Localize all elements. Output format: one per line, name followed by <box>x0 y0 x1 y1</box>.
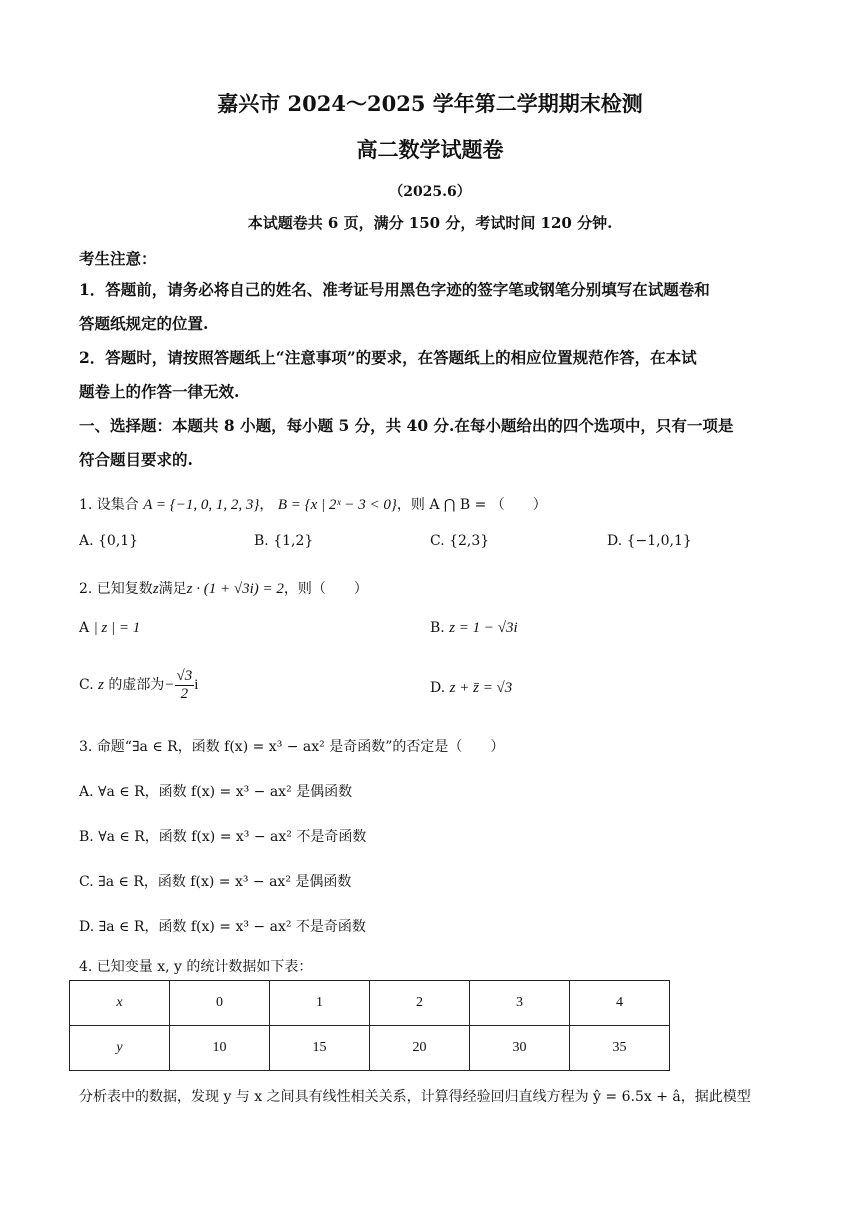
exam-title: 嘉兴市 2024～2025 学年第二学期期末检测 <box>217 91 643 116</box>
exam-summary: 本试题卷共 6 页，满分 150 分，考试时间 120 分钟. <box>247 214 613 232</box>
q2-option-a-label: A <box>79 620 90 636</box>
q1-prefix: 1. 设集合 <box>79 497 139 513</box>
q3-option-a: A. ∀a ∈ R，函数 f(x) = x³ − ax² 是偶函数 <box>79 784 353 800</box>
q2-z: z <box>152 581 159 597</box>
table-cell: 15 <box>270 1026 370 1071</box>
q2-option-a-expr: | z | = 1 <box>93 620 141 636</box>
q2-option-c-text: 的虚部为 <box>108 677 165 693</box>
q2-option-c-minus: − <box>164 677 175 693</box>
question-4: 4. 已知变量 x, y 的统计数据如下表： <box>79 959 313 975</box>
notice-item-1-line-2: 答题纸规定的位置. <box>79 314 209 333</box>
q2-option-b-label: B. <box>430 620 445 636</box>
table-cell: 35 <box>570 1026 670 1071</box>
table-cell: 10 <box>170 1026 270 1071</box>
table-cell: 3 <box>470 981 570 1026</box>
table-row <box>70 981 670 1026</box>
q1-option-b: B. {1,2} <box>254 533 314 549</box>
q1-separator: ， <box>259 497 274 513</box>
q2-ask: ，则（ ） <box>283 581 368 597</box>
q2-option-c-z: z <box>98 677 104 693</box>
q1-option-d: D. {−1,0,1} <box>607 533 692 549</box>
table-cell: 0 <box>170 981 270 1026</box>
q2-cond-text: 满足 <box>158 581 187 597</box>
q2-option-b <box>430 620 518 637</box>
question-1 <box>79 494 547 514</box>
q3-option-c: C. ∃a ∈ R，函数 f(x) = x³ − ax² 是偶函数 <box>79 874 352 890</box>
exam-date: （2025.6） <box>389 184 471 200</box>
q2-option-c-numerator: √3 <box>176 668 193 684</box>
q2-option-d-label: D. <box>430 680 446 696</box>
table-cell: 2 <box>370 981 470 1026</box>
q1-option-c: C. {2,3} <box>430 533 490 549</box>
q1-set-b: B = {x | 2ˣ − 3 < 0} <box>277 497 397 513</box>
q2-option-a <box>79 620 140 637</box>
section-heading-line-1: 一、选择题：本题共 8 小题，每小题 5 分，共 40 分.在每小题给出的四个选项中，只有一项是 <box>79 416 734 435</box>
q3-option-b: B. ∀a ∈ R，函数 f(x) = x³ − ax² 不是奇函数 <box>79 829 367 845</box>
table-row <box>70 1026 670 1071</box>
table-cell: 30 <box>470 1026 570 1071</box>
notice-item-1-line-1: 1．答题前，请务必将自己的姓名、准考证号用黑色字迹的签字笔或钢笔分别填写在试题卷和 <box>79 280 710 299</box>
table-row-header-y: y <box>70 1026 170 1071</box>
exam-subtitle: 高二数学试题卷 <box>356 137 504 162</box>
notice-item-2-line-1: 2．答题时，请按照答题纸上“注意事项”的要求，在答题纸上的相应位置规范作答，在本试 <box>79 348 697 367</box>
table-cell: 20 <box>370 1026 470 1071</box>
table-row-header-x: x <box>70 981 170 1026</box>
q2-prefix: 2. 已知复数 <box>79 581 153 597</box>
q2-option-c-denominator: 2 <box>180 685 189 702</box>
section-heading-line-2: 符合题目要求的. <box>79 450 193 469</box>
q1-option-a: A. {0,1} <box>79 533 139 549</box>
q1-ask: ，则 A ⋂ B = （ ） <box>396 497 547 513</box>
q4-data-table <box>69 980 670 1071</box>
q2-option-d <box>430 680 512 697</box>
table-cell: 4 <box>570 981 670 1026</box>
q2-option-c-label: C. <box>79 677 94 693</box>
q2-option-c <box>79 668 198 702</box>
question-3: 3. 命题“∃a ∈ R，函数 f(x) = x³ − ax² 是奇函数”的否定是（ ） <box>79 739 505 755</box>
q2-option-d-expr: z + z̄ = √3 <box>449 680 513 696</box>
notice-item-2-line-2: 题卷上的作答一律无效. <box>79 382 240 401</box>
notice-heading: 考生注意： <box>79 249 157 268</box>
q2-option-c-fraction <box>175 668 195 702</box>
question-2 <box>79 578 368 598</box>
q2-option-c-i: i <box>194 677 199 693</box>
q2-option-b-expr: z = 1 − √3i <box>449 620 518 636</box>
q3-option-d: D. ∃a ∈ R，函数 f(x) = x³ − ax² 不是奇函数 <box>79 919 366 935</box>
table-cell: 1 <box>270 981 370 1026</box>
q2-condition: z · (1 + √3i) = 2 <box>186 581 284 597</box>
q4-analysis: 分析表中的数据，发现 y 与 x 之间具有线性相关关系，计算得经验回归直线方程为 ŷ = 6.5x + â，据此模型 <box>79 1089 751 1105</box>
q1-set-a: A = {−1, 0, 1, 2, 3} <box>143 497 260 513</box>
